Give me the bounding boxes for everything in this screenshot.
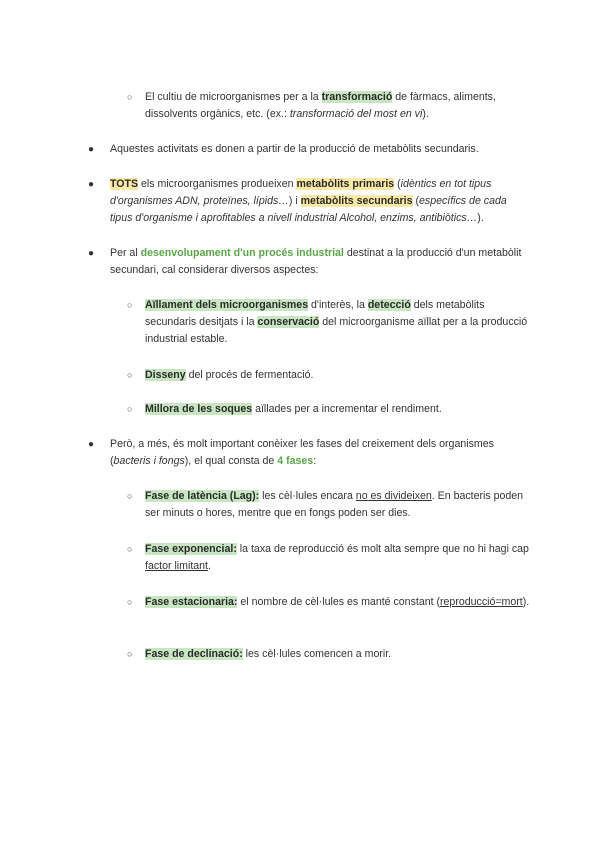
highlight-green: Fase de latència (Lag): [145, 490, 260, 502]
paragraph: Per al desenvolupament d'un procés industrial destinat a la producció d'un metabòlit secundari, cal considerar diversos aspectes: [110, 247, 522, 276]
list-item-fase-latencia [127, 488, 535, 522]
underlined-text: no es divideixen [355, 490, 432, 502]
paragraph: Aquestes activitats es donen a partir de la producció de metabòlits secundaris. [110, 143, 479, 155]
highlight-green: conservació [257, 316, 320, 328]
paragraph: Fase de declinació: les cèl·lules comencen a morir. [145, 648, 392, 660]
paragraph: Fase estacionaria: el nombre de cèl·lules es manté constant (reproducció=mort). [145, 596, 530, 608]
list-item-transformacio [127, 89, 535, 123]
highlight-green: transformació [321, 91, 393, 103]
list-item-fases-creixement [88, 436, 530, 470]
paragraph: Però, a més, és molt important conèixer les fases del creixement dels organismes (bacteris i fongs), el qual consta de 4 fases: [110, 438, 494, 467]
green-emphasis: desenvolupament d'un procés industrial [140, 247, 344, 259]
filled-bullet: ● [88, 144, 95, 155]
highlight-yellow: metabòlits secundaris [300, 195, 413, 207]
paragraph: El cultiu de microorganismes per a la transformació de fàrmacs, aliments, dissolvents orgànics, etc. (ex.: transformació del most en vi). [145, 91, 496, 120]
list-item-fase-declinacio [127, 646, 535, 663]
hollow-bullet: ○ [127, 300, 133, 310]
highlight-green: Fase de declinació: [145, 648, 243, 660]
highlight-green: Fase exponencial: [145, 543, 237, 555]
filled-bullet: ● [88, 439, 95, 450]
hollow-bullet: ○ [127, 491, 133, 501]
hollow-bullet: ○ [127, 544, 133, 554]
list-item-fase-exponencial [127, 541, 535, 575]
highlight-green: Aïllament dels microorganismes [145, 299, 309, 311]
paragraph: Fase de latència (Lag): les cèl·lules encara no es divideixen. En bacteris poden ser minuts o hores, mentre que en fongs poden ser dies. [145, 490, 524, 519]
underlined-text: reproducció=mort [440, 596, 523, 608]
highlight-yellow: metabòlits primaris [296, 178, 395, 190]
paragraph: Aïllament dels microorganismes d'interès, la detecció dels metabòlits secundaris desitjats i la conservació del microorganisme aïllat per a la producció industrial estable. [145, 299, 528, 345]
list-item-fase-estacionaria [127, 594, 535, 611]
hollow-bullet: ○ [127, 404, 133, 414]
list-item-proces-industrial [88, 245, 530, 279]
list-item-disseny [127, 367, 535, 384]
hollow-bullet: ○ [127, 92, 133, 102]
paragraph: Disseny del procés de fermentació. [145, 369, 314, 381]
list-item-aillament [127, 297, 535, 348]
paragraph: Millora de les soques aïllades per a incrementar el rendiment. [145, 403, 442, 415]
underlined-text: factor limitant [145, 560, 208, 572]
highlight-green: detecció [367, 299, 411, 311]
hollow-bullet: ○ [127, 370, 133, 380]
paragraph: TOTS els microorganismes produeixen metabòlits primaris (idèntics en tot tipus d'organismes ADN, proteïnes, lípids…) i metabòlits secundaris (específics de cada tipus d'organisme i aprofitables a nivell industrial Alcohol, enzims, antibiòtics…). [110, 178, 507, 224]
list-item-millora [127, 401, 535, 418]
highlight-green: Millora de les soques [145, 403, 253, 415]
highlight-green: Fase estacionaria: [145, 596, 238, 608]
highlight-green: Disseny [145, 369, 186, 381]
list-item-metabolits [88, 176, 530, 227]
list-item-activitats [88, 141, 530, 158]
hollow-bullet: ○ [127, 597, 133, 607]
green-emphasis: 4 fases [277, 455, 314, 467]
filled-bullet: ● [88, 248, 95, 259]
filled-bullet: ● [88, 179, 95, 190]
hollow-bullet: ○ [127, 649, 133, 659]
highlight-yellow: TOTS [110, 178, 139, 190]
paragraph: Fase exponencial: la taxa de reproducció és molt alta sempre que no hi hagi cap factor limitant. [145, 543, 529, 572]
example-text: transformació del most en vi [289, 108, 423, 120]
